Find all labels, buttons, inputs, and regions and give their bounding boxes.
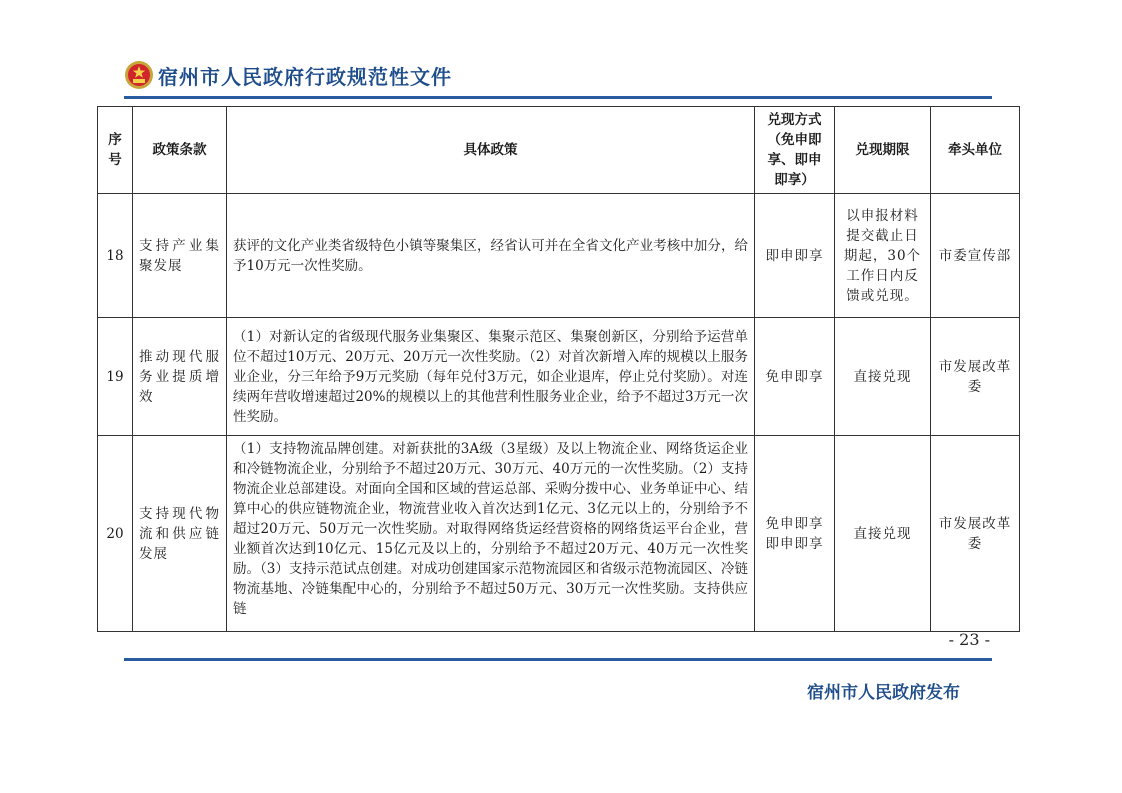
page-number: - 23 - — [948, 630, 990, 649]
header-rule — [124, 96, 992, 99]
lead-unit: 市委宣传部 — [931, 194, 1020, 318]
table-row — [98, 436, 1020, 632]
lead-unit: 市发展改革委 — [931, 318, 1020, 436]
redemption-deadline: 直接兑现 — [835, 318, 931, 436]
redemption-deadline: 直接兑现 — [835, 436, 931, 632]
redemption-deadline: 以申报材料提交截止日期起，30个工作日内反馈或兑现。 — [835, 194, 931, 318]
document-title: 宿州市人民政府行政规范性文件 — [158, 65, 452, 89]
policy-clause: 支持现代物流和供应链发展 — [133, 436, 227, 632]
column-header-detail: 具体政策 — [227, 107, 755, 194]
redemption-method-line: 即申即享 — [765, 535, 824, 552]
policy-clause: 支持产业集聚发展 — [133, 194, 227, 318]
column-header-no: 序号 — [98, 107, 133, 194]
national-emblem-icon — [124, 60, 154, 90]
column-header-deadline: 兑现期限 — [835, 107, 931, 194]
table-row — [98, 194, 1020, 318]
row-number: 19 — [98, 318, 133, 436]
policy-detail: （1）对新认定的省级现代服务业集聚区、集聚示范区、集聚创新区，分别给予运营单位不超过10万元、20万元、20万元一次性奖励。（2）对首次新增入库的规模以上服务业企业，分三年给予9万元奖励（每年兑付3万元，如企业退库，停止兑付奖励）。对连续两年营收增速超过20%的规模以上的其他营利性服务业企业，给予不超过3万元一次性奖励。 — [227, 318, 755, 436]
policy-table — [97, 106, 1020, 632]
policy-detail: 获评的文化产业类省级特色小镇等聚集区，经省认可并在全省文化产业考核中加分，给予10万元一次性奖励。 — [227, 194, 755, 318]
redemption-method: 免申即享 — [755, 318, 835, 436]
column-header-unit: 牵头单位 — [931, 107, 1020, 194]
redemption-method: 即申即享 — [755, 194, 835, 318]
redemption-method-line: 免申即享 — [765, 515, 824, 532]
policy-detail: （1）支持物流品牌创建。对新获批的3A级（3星级）及以上物流企业、网络货运企业和冷链物流企业，分别给予不超过20万元、30万元、40万元的一次性奖励。（2）支持物流企业总部建设。对面向全国和区域的营运总部、采购分拨中心、业务单证中心、结算中心的供应链物流企业，物流营业收入首次达到1亿元、3亿元以上的，分别给予不超过20万元、50万元一次性奖励。对取得网络货运经营资格的网络货运平台企业，营业额首次达到10亿元、15亿元及以上的，分别给予不超过20万元、40万元一次性奖励。（3）支持示范试点创建。对成功创建国家示范物流园区和省级示范物流园区、冷链物流基地、冷链集配中心的，分别给予不超过50万元、30万元一次性奖励。支持供应链 — [227, 436, 755, 632]
document-header — [124, 58, 992, 94]
row-number: 18 — [98, 194, 133, 318]
column-header-method: 兑现方式（免申即享、即申即享） — [755, 107, 835, 194]
policy-clause: 推动现代服务业提质增效 — [133, 318, 227, 436]
publisher-footer: 宿州市人民政府发布 — [807, 683, 960, 703]
row-number: 20 — [98, 436, 133, 632]
lead-unit: 市发展改革委 — [931, 436, 1020, 632]
footer-rule — [124, 658, 992, 661]
table-header-row — [98, 107, 1020, 194]
column-header-clause: 政策条款 — [133, 107, 227, 194]
table-row — [98, 318, 1020, 436]
redemption-method — [755, 436, 835, 632]
